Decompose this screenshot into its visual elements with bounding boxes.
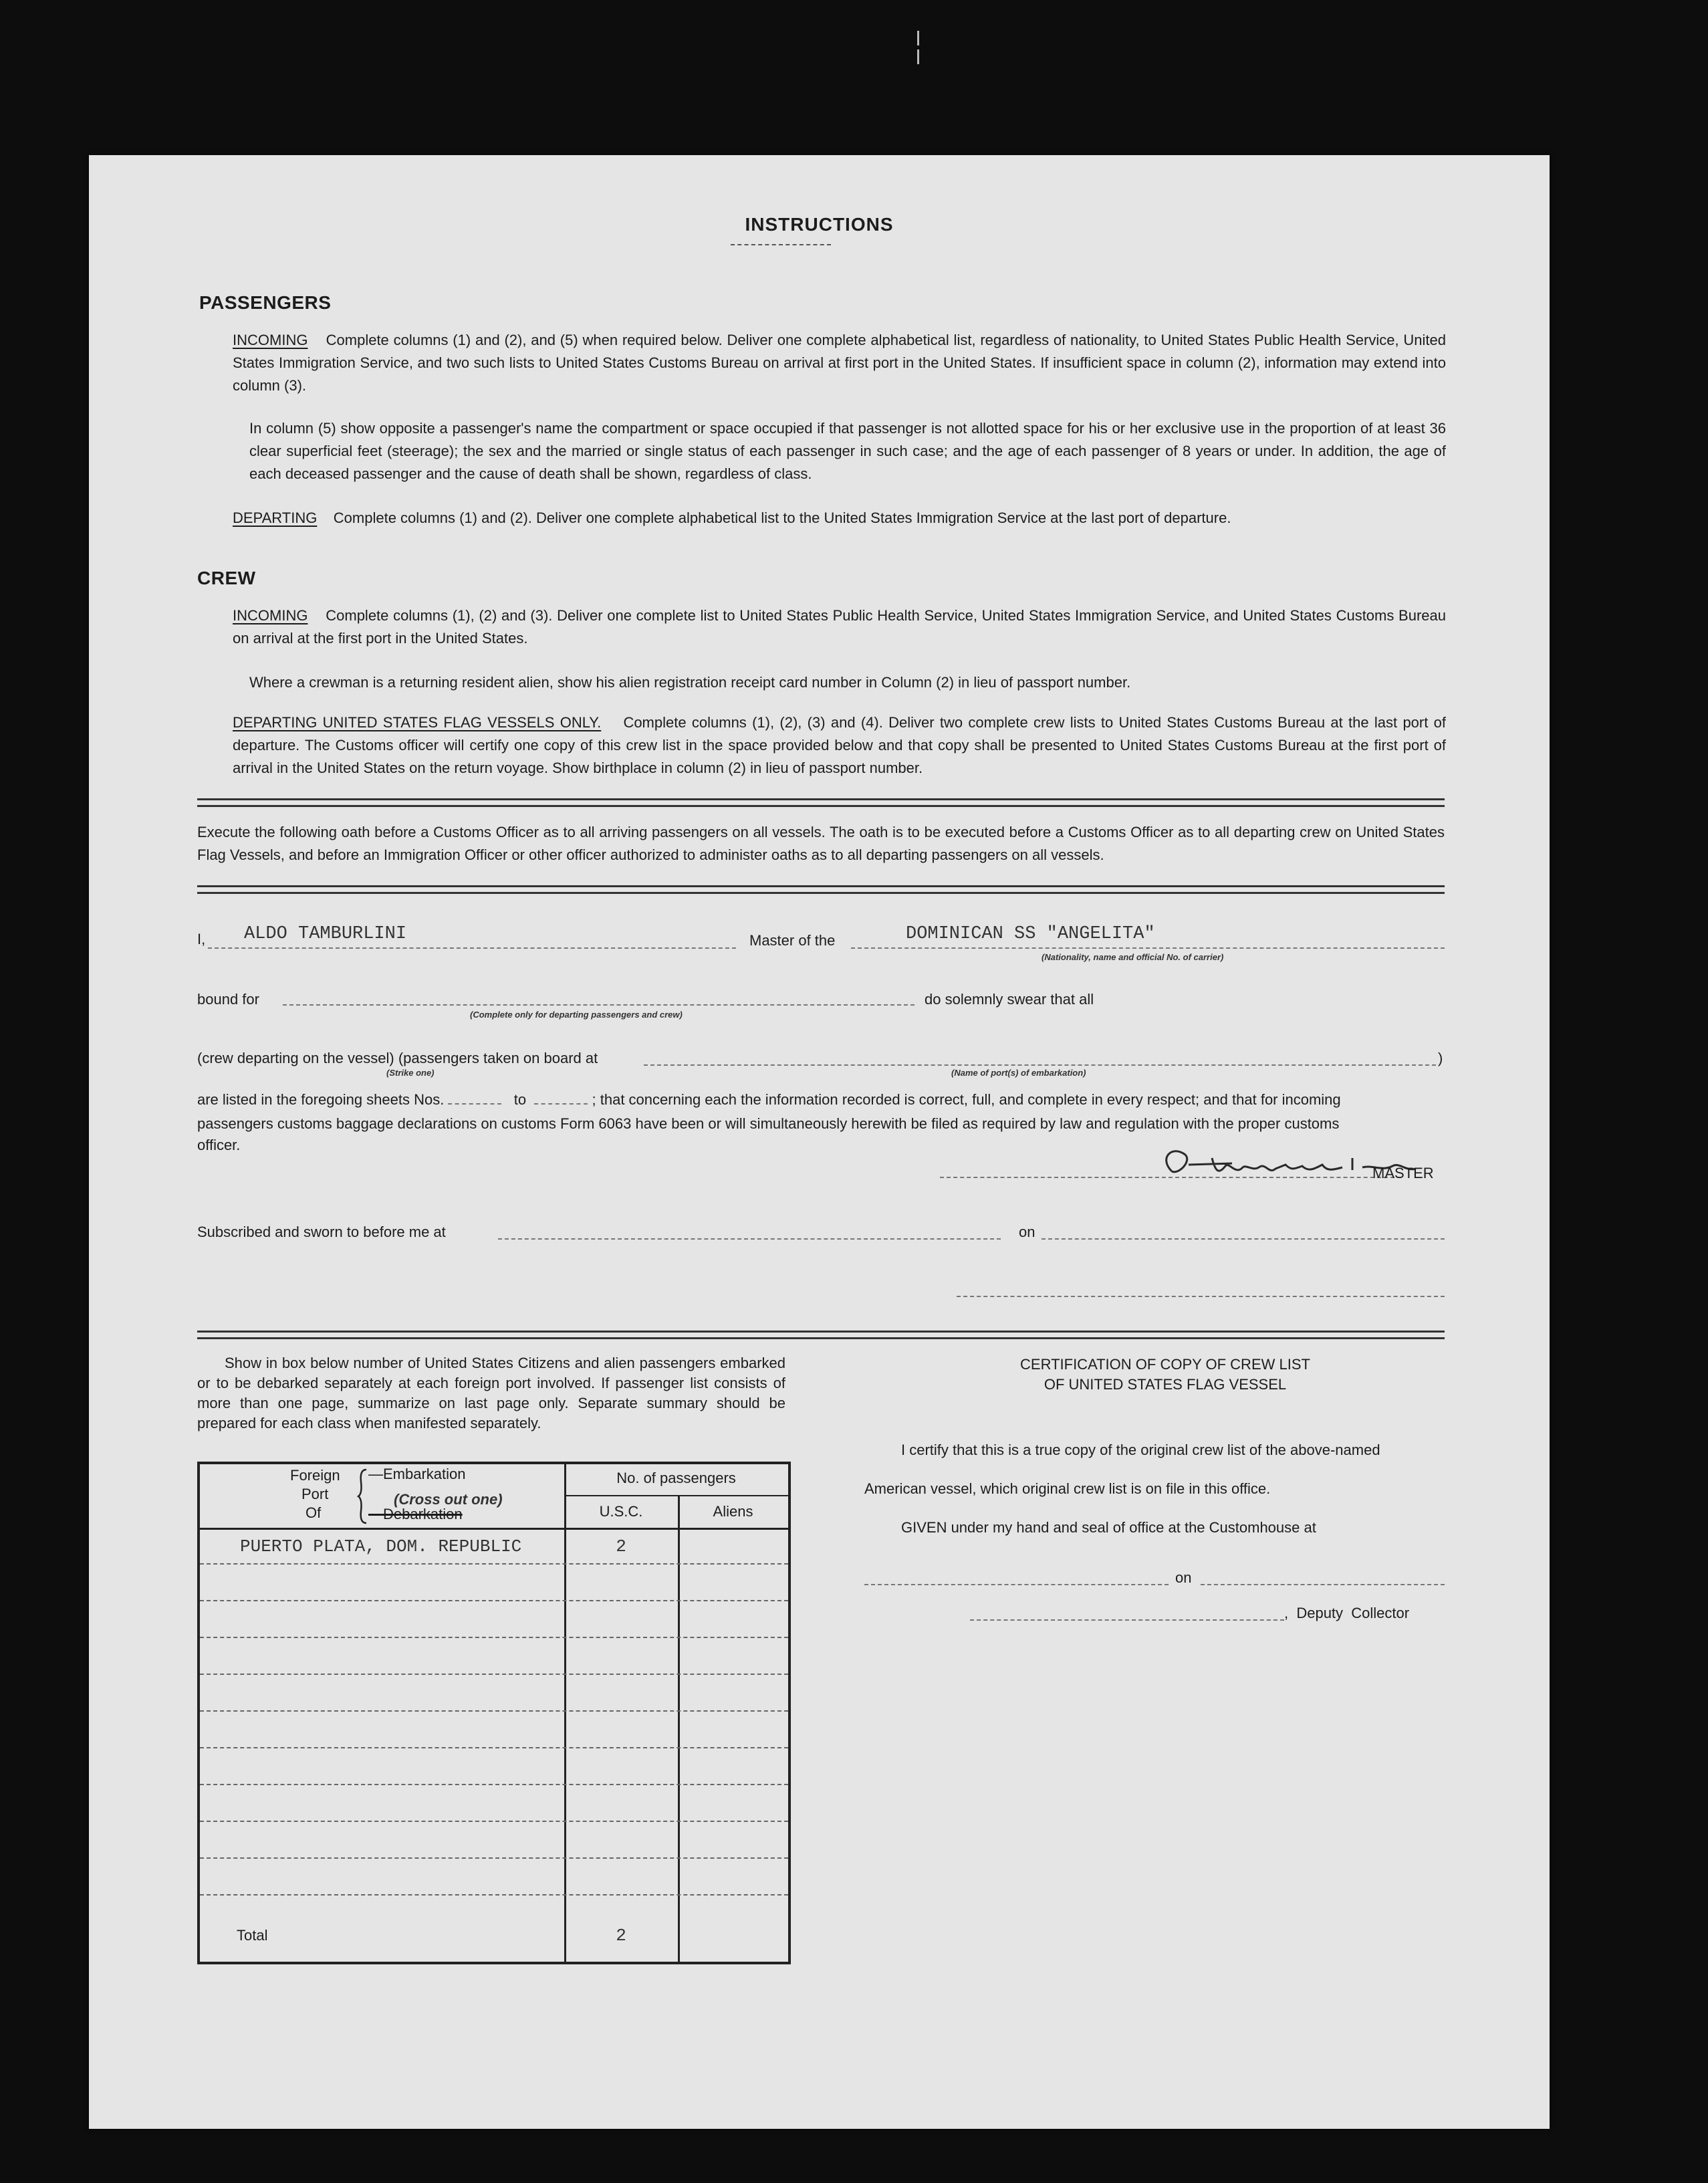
certification-text-3: GIVEN under my hand and seal of office at the Customhouse at	[901, 1519, 1316, 1536]
passengers-departing-label: DEPARTING	[233, 509, 318, 526]
title-underline	[731, 244, 831, 245]
table-row-line	[200, 1563, 788, 1565]
subscribed-place-line	[498, 1238, 1001, 1240]
deputy-collector-label: , Deputy Collector	[1284, 1605, 1410, 1621]
table-row-line	[200, 1637, 788, 1638]
to-label: to	[513, 1091, 527, 1108]
passengers-incoming-label: INCOMING	[233, 332, 308, 348]
table-row-line	[200, 1821, 788, 1822]
passenger-summary-table	[197, 1462, 791, 1964]
master-signature-line	[940, 1177, 1401, 1178]
oath-i-label: I,	[197, 931, 206, 947]
header-of: Of	[306, 1504, 322, 1521]
deputy-signature-line	[970, 1619, 1284, 1621]
table-row-line	[200, 1600, 788, 1601]
certification-text-2: American vessel, which original crew list is on file in this office.	[864, 1480, 1271, 1497]
subscribed-label: Subscribed and sworn to before me at	[197, 1224, 446, 1240]
table-header-divider	[564, 1495, 788, 1496]
total-label: Total	[237, 1927, 268, 1944]
table-header-bottom	[200, 1528, 788, 1530]
passengers-departing-text: Complete columns (1) and (2). Deliver one complete alphabetical list to the United States Immigration Service at the last port of departure.	[333, 509, 1231, 526]
passengers-departing-paragraph	[233, 507, 1446, 530]
header-aliens: Aliens	[713, 1503, 753, 1520]
crew-resident-paragraph: Where a crewman is a returning resident alien, show his alien registration receipt card number in Column (2) in lieu of passport number.	[249, 674, 1131, 691]
passengers-incoming-paragraph	[233, 329, 1446, 397]
vessel-line	[851, 947, 1445, 949]
master-label: MASTER	[1372, 1165, 1434, 1181]
table-row-line	[200, 1674, 788, 1675]
usc-cell: 2	[616, 1536, 626, 1557]
certification-heading-2: OF UNITED STATES FLAG VESSEL	[1044, 1376, 1287, 1393]
ports-note: (Name of port(s) of embarkation)	[951, 1068, 1086, 1078]
sheet-from-blank	[448, 1103, 501, 1105]
master-name: ALDO TAMBURLINI	[244, 924, 407, 944]
header-port: Port	[301, 1486, 329, 1502]
header-debarkation: —Debarkation	[368, 1506, 463, 1522]
master-of-label: Master of the	[749, 932, 836, 949]
bound-note: (Complete only for departing passengers and crew)	[470, 1010, 683, 1020]
certify-text-3: officer.	[197, 1137, 241, 1153]
crew-departing-label: DEPARTING UNITED STATES FLAG VESSELS ONLY.	[233, 714, 602, 731]
table-row-line	[200, 1784, 788, 1785]
officer-signature-line	[957, 1296, 1445, 1297]
crew-heading: CREW	[197, 568, 256, 588]
total-usc: 2	[616, 1926, 626, 1946]
header-foreign: Foreign	[290, 1467, 340, 1484]
header-usc: U.S.C.	[599, 1503, 643, 1520]
listed-sheets-line	[197, 1091, 1341, 1109]
subscribed-date-line	[1042, 1238, 1445, 1240]
bound-for-line	[283, 1004, 914, 1006]
vessel-note: (Nationality, name and official No. of carrier)	[1042, 952, 1224, 962]
document-page	[89, 155, 1550, 2129]
header-cross-out: (Cross out one)	[394, 1491, 503, 1508]
crew-incoming-label: INCOMING	[233, 607, 308, 624]
embarkation-ports-line	[644, 1064, 1436, 1066]
sheet-to-blank	[534, 1103, 588, 1105]
table-row-line	[200, 1894, 788, 1895]
master-name-line	[208, 947, 736, 949]
bound-for-label: bound for	[197, 991, 259, 1008]
certification-date-line	[1201, 1584, 1445, 1585]
page-title: INSTRUCTIONS	[745, 214, 894, 235]
subscribed-on-label: on	[1019, 1224, 1035, 1240]
passengers-column5-paragraph: In column (5) show opposite a passenger's name the compartment or space occupied if that passenger is not allotted space for his or her exclusive use in the proportion of at least 36 clear superficial feet (steerage); the sex and the married or single status of each passenger in such case; and the age of each passenger of 8 years or under. In addition, the age of each deceased passenger and the cause of death shall be shown, regardless of class.	[249, 420, 1446, 482]
passengers-incoming-text: Complete columns (1) and (2), and (5) when required below. Deliver one complete alphabetical list, regardless of nationality, to United States Public Health Service, United States Immigration Service, and two such lists to United States Customs Bureau on arrival at first port in the United States. If insufficient space in column (2), information may extend into column (3).	[233, 332, 1446, 394]
crew-incoming-paragraph	[233, 604, 1446, 650]
passengers-heading: PASSENGERS	[199, 292, 332, 313]
section-divider	[197, 798, 1445, 807]
header-no-passengers: No. of passengers	[616, 1470, 736, 1486]
vessel-name: DOMINICAN SS "ANGELITA"	[906, 924, 1155, 944]
crew-departing-paragraph	[233, 711, 1446, 780]
crew-incoming-text: Complete columns (1), (2) and (3). Deliver one complete list to United States Public Health Service, United States Immigration Service, and United States Customs Bureau on arrival at the first port in the United States.	[233, 607, 1447, 647]
header-embarkation: —Embarkation	[368, 1466, 466, 1482]
scan-artifact	[917, 27, 920, 80]
section-divider	[197, 1331, 1445, 1339]
listed-label: are listed in the foregoing sheets Nos.	[197, 1091, 445, 1108]
table-row-line	[200, 1857, 788, 1859]
swear-label: do solemnly swear that all	[925, 991, 1094, 1008]
oath-instructions: Execute the following oath before a Customs Officer as to all arriving passengers on all vessels. The oath is to be executed before a Customs Officer as to all departing crew on United States Flag Vessels, and before an Immigration Officer or other officer authorized to administer oaths as to all departing passengers on all vessels.	[197, 824, 1445, 863]
strike-note: (Strike one)	[386, 1068, 435, 1078]
table-row-line	[200, 1747, 788, 1748]
port-cell: PUERTO PLATA, DOM. REPUBLIC	[240, 1536, 522, 1557]
section-divider	[197, 885, 1445, 894]
customhouse-line	[864, 1584, 1169, 1585]
table-column-divider	[678, 1495, 680, 1962]
crew-departing-text: Complete columns (1), (2), (3) and (4). Deliver two complete crew lists to United States Customs Bureau at the last port of departure. The Customs officer will certify one copy of this crew list in the space provided below and that copy shall be presented to United States Customs Bureau at the first port of arrival in the United States on the return voyage. Show birthplace in column (2) in lieu of passport number.	[233, 714, 1446, 776]
summary-instructions	[197, 1353, 785, 1433]
certify-text: ; that concerning each the information recorded is correct, full, and complete in every respect; and that for incoming	[592, 1091, 1341, 1108]
certify-text-2: passengers customs baggage declarations on customs Form 6063 have been or will simultaneously herewith be filed as required by law and regulation with the proper customs	[197, 1115, 1340, 1132]
certification-heading-1: CERTIFICATION OF COPY OF CREW LIST	[1020, 1356, 1310, 1373]
summary-instructions-text: Show in box below number of United States Citizens and alien passengers embarked or to be debarked separately at each foreign port involved. If passenger list consists of more than one page, summarize on last page only. Separate summary should be prepared for each class when manifested separately.	[197, 1355, 785, 1431]
table-row-line	[200, 1710, 788, 1712]
certification-on-label: on	[1175, 1569, 1192, 1586]
crew-passengers-label: (crew departing on the vessel) (passengers taken on board at	[197, 1050, 598, 1066]
close-paren: )	[1438, 1050, 1443, 1066]
certification-text-1: I certify that this is a true copy of the original crew list of the above-named	[901, 1442, 1380, 1458]
